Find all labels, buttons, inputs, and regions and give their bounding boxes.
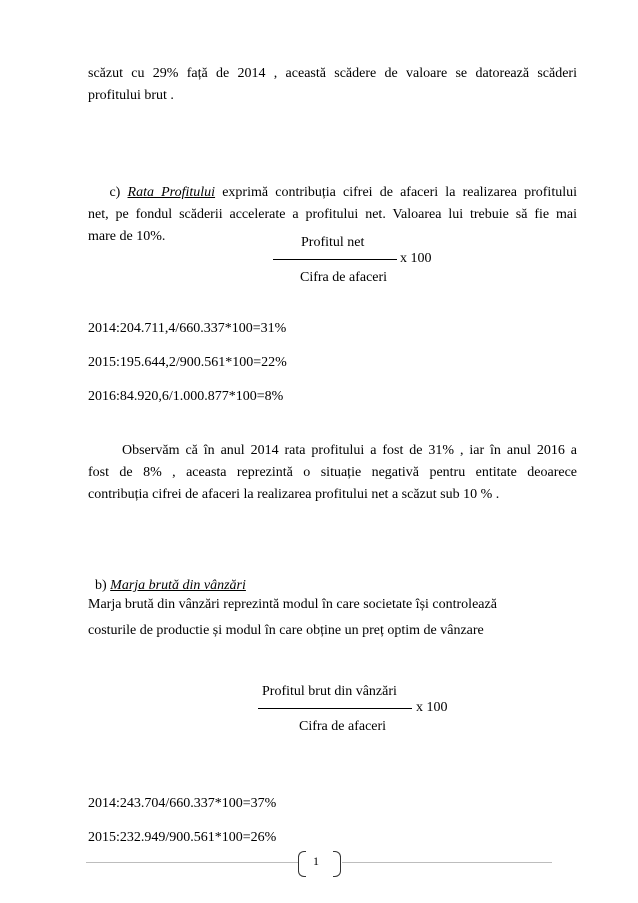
formula-b-numerator: Profitul brut din vânzări bbox=[262, 684, 397, 699]
section-c-title: Rata Profitului bbox=[127, 185, 216, 200]
formula-b-denominator: Cifra de afaceri bbox=[299, 719, 387, 734]
section-c-line-2: net, pe fondul scăderii accelerate a profitului net. Valoarea lui trebuie să fie mai bbox=[88, 207, 577, 222]
intro-line-2: profitului brut . bbox=[88, 88, 174, 103]
calc-b-2014: 2014:243.704/660.337*100=37% bbox=[88, 796, 277, 811]
observation-line-1: Observăm că în anul 2014 rata profitului a fost de 31% , iar în anul 2016 a bbox=[122, 443, 577, 458]
calc-c-2016: 2016:84.920,6/1.000.877*100=8% bbox=[88, 389, 284, 404]
formula-c-numerator: Profitul net bbox=[301, 235, 365, 250]
formula-b-multiplier: x 100 bbox=[416, 700, 448, 715]
formula-b-fraction-line bbox=[258, 708, 412, 709]
calc-c-2014: 2014:204.711,4/660.337*100=31% bbox=[88, 321, 287, 336]
footer-bracket-left bbox=[298, 851, 306, 877]
section-b-prefix: b) bbox=[95, 578, 107, 593]
section-c-line-1 bbox=[88, 182, 577, 204]
section-c-line-3: mare de 10%. bbox=[88, 229, 166, 244]
section-b-line-1: Marja brută din vânzări reprezintă modul în care societate își controlează bbox=[88, 597, 497, 612]
formula-c-fraction-line bbox=[273, 259, 397, 260]
calc-c-2015: 2015:195.644,2/900.561*100=22% bbox=[88, 355, 287, 370]
section-c-prefix: c) bbox=[109, 185, 121, 200]
observation-line-2: fost de 8% , aceasta reprezintă o situație negativă pentru entitate deoarece bbox=[88, 465, 577, 480]
section-b-line-2: costurile de productie și modul în care obține un preț optim de vânzare bbox=[88, 623, 484, 638]
observation-line-3: contribuția cifrei de afaceri la realizarea profitului net a scăzut sub 10 % . bbox=[88, 487, 500, 502]
section-b-title: Marja brută din vânzări bbox=[110, 578, 246, 593]
calc-b-2015: 2015:232.949/900.561*100=26% bbox=[88, 830, 277, 845]
footer-rule-left bbox=[86, 862, 298, 863]
page-number: 1 bbox=[313, 854, 319, 868]
formula-c-multiplier: x 100 bbox=[400, 251, 432, 266]
observation-paragraph bbox=[88, 440, 577, 506]
footer-rule-right bbox=[342, 862, 552, 863]
section-c-line-1-rest: exprimă contribuția cifrei de afaceri la realizarea profitului bbox=[215, 185, 577, 200]
intro-line-1: scăzut cu 29% față de 2014 , această scădere de valoare se datorează scăderi bbox=[88, 66, 577, 81]
intro-paragraph bbox=[88, 63, 577, 107]
section-b-heading bbox=[88, 578, 246, 594]
footer-bracket-right bbox=[333, 851, 341, 877]
formula-c-denominator: Cifra de afaceri bbox=[300, 270, 388, 285]
